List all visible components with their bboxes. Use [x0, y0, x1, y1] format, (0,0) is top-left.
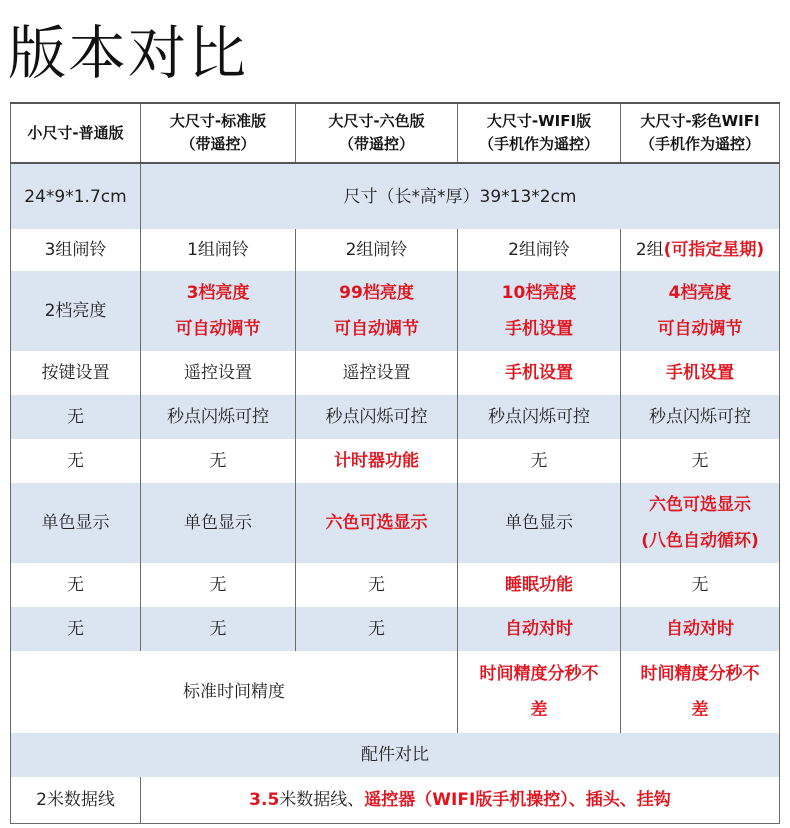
autotime-c4: 自动对时: [458, 607, 621, 651]
seconds-row: [11, 395, 780, 439]
alarm-c2: 1组闹铃: [141, 229, 296, 271]
color-c4: 单色显示: [458, 483, 621, 563]
header-small-basic: 小尺寸-普通版: [11, 103, 141, 163]
seconds-c5: 秒点闪烁可控: [621, 395, 780, 439]
color-c2: 单色显示: [141, 483, 296, 563]
accessories-rest: 3.5米数据线、遥控器（WIFI版手机操控）、插头、挂钩: [141, 777, 780, 823]
precision-row: [11, 651, 780, 733]
sleep-c2: 无: [141, 563, 296, 607]
precision-standard: 标准时间精度: [11, 651, 458, 733]
color-c5: 六色可选显示 (八色自动循环): [621, 483, 780, 563]
seconds-c3: 秒点闪烁可控: [296, 395, 458, 439]
alarm-c5: 2组(可指定星期): [621, 229, 780, 271]
header-large-wifi: 大尺寸-WIFI版 （手机作为遥控）: [458, 103, 621, 163]
page-title: 版本对比: [8, 19, 249, 87]
alarm-c1: 3组闹铃: [11, 229, 141, 271]
settings-c4: 手机设置: [458, 351, 621, 395]
timer-row: [11, 439, 780, 483]
autotime-c5: 自动对时: [621, 607, 780, 651]
precision-c5: 时间精度分秒不 差: [621, 651, 780, 733]
size-small-cell: 24*9*1.7cm: [11, 163, 141, 229]
color-c1: 单色显示: [11, 483, 141, 563]
settings-row: [11, 351, 780, 395]
settings-c1: 按键设置: [11, 351, 141, 395]
size-large-cell: 尺寸（长*高*厚）39*13*2cm: [141, 163, 780, 229]
alarm-row: [11, 229, 780, 271]
autotime-row: [11, 607, 780, 651]
header-large-sixcolor: 大尺寸-六色版 （带遥控）: [296, 103, 458, 163]
sleep-row: [11, 563, 780, 607]
brightness-c1: 2档亮度: [11, 271, 141, 351]
brightness-c2: 3档亮度 可自动调节: [141, 271, 296, 351]
color-c3: 六色可选显示: [296, 483, 458, 563]
timer-c1: 无: [11, 439, 141, 483]
accessories-c1: 2米数据线: [11, 777, 141, 823]
sleep-c3: 无: [296, 563, 458, 607]
accessories-title: 配件对比: [11, 733, 780, 777]
sleep-c4: 睡眠功能: [458, 563, 621, 607]
timer-c2: 无: [141, 439, 296, 483]
comparison-table: [10, 102, 780, 824]
settings-c5: 手机设置: [621, 351, 780, 395]
brightness-c5: 4档亮度 可自动调节: [621, 271, 780, 351]
sleep-c1: 无: [11, 563, 141, 607]
timer-c5: 无: [621, 439, 780, 483]
color-row: [11, 483, 780, 563]
timer-c3: 计时器功能: [296, 439, 458, 483]
sleep-c5: 无: [621, 563, 780, 607]
timer-c4: 无: [458, 439, 621, 483]
autotime-c3: 无: [296, 607, 458, 651]
settings-c3: 遥控设置: [296, 351, 458, 395]
alarm-c3: 2组闹铃: [296, 229, 458, 271]
accessories-title-row: [11, 733, 780, 777]
header-large-color-wifi: 大尺寸-彩色WIFI （手机作为遥控）: [621, 103, 780, 163]
seconds-c4: 秒点闪烁可控: [458, 395, 621, 439]
autotime-c2: 无: [141, 607, 296, 651]
autotime-c1: 无: [11, 607, 141, 651]
header-large-standard: 大尺寸-标准版 （带遥控）: [141, 103, 296, 163]
header-row: [11, 103, 780, 163]
size-row: [11, 163, 780, 229]
seconds-c2: 秒点闪烁可控: [141, 395, 296, 439]
settings-c2: 遥控设置: [141, 351, 296, 395]
accessories-row: [11, 777, 780, 823]
brightness-c4: 10档亮度 手机设置: [458, 271, 621, 351]
alarm-c4: 2组闹铃: [458, 229, 621, 271]
brightness-row: [11, 271, 780, 351]
brightness-c3: 99档亮度 可自动调节: [296, 271, 458, 351]
precision-c4: 时间精度分秒不 差: [458, 651, 621, 733]
seconds-c1: 无: [11, 395, 141, 439]
